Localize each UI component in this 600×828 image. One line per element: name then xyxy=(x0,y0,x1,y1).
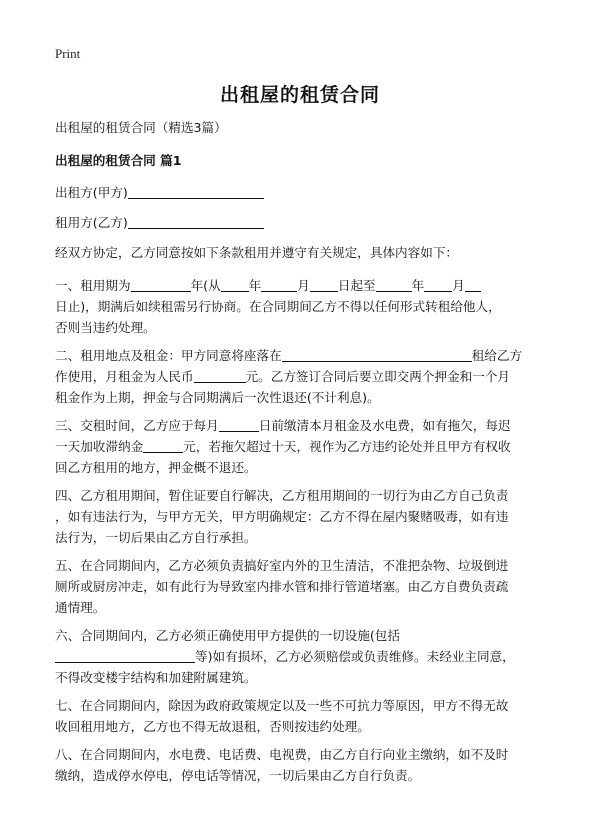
clause-7-line-1: 七、在合同期间内，除因为政府政策规定以及一些不可抗力等原因，甲方不得无故 xyxy=(55,698,509,713)
intro-paragraph: 经双方协定，乙方同意按如下条款租用并遵守有关规定，具体内容如下： xyxy=(55,245,458,260)
clause-5-line-3: 通情理。 xyxy=(55,600,106,615)
blank xyxy=(261,278,297,292)
clause-3-text: 一天加收滞纳金 xyxy=(55,439,144,454)
blank xyxy=(131,278,191,292)
party-a-line xyxy=(55,182,555,203)
party-b-line xyxy=(55,212,555,233)
clause-4-line-3: 法行为，一切后果由乙方自行承担。 xyxy=(55,530,257,545)
clause-3-text: 元，若拖欠超过十天，视作为乙方违约论处并且甲方有权收 xyxy=(183,439,511,454)
clause-1-text: 日起至 xyxy=(337,278,376,293)
clause-2-line-2 xyxy=(55,366,555,387)
clause-3-line-3: 回乙方租用的地方，押金概不退还。 xyxy=(55,460,257,475)
blank xyxy=(221,278,249,292)
document-subtitle: 出租屋的租赁合同（精选3篇） xyxy=(55,120,227,135)
page-title: 出租屋的租赁合同 xyxy=(219,84,380,106)
section-heading: 出租屋的租赁合同 篇1 xyxy=(55,153,182,168)
clause-2-line-3: 租金作为上期，押金与合同期满后一次性退还(不计利息)。 xyxy=(55,390,380,405)
print-link[interactable]: Print xyxy=(55,46,81,61)
blank xyxy=(55,649,195,663)
blank xyxy=(465,278,481,292)
clause-6-line-3: 不得改变楼宇结构和加建附属建筑。 xyxy=(55,670,257,685)
clause-6-text: 等)如有损坏，乙方必须赔偿或负责维修。未经业主同意， xyxy=(195,649,515,664)
clause-3-line-2 xyxy=(55,436,555,457)
clause-2-text: 作使用，月租金为人民币 xyxy=(55,369,194,384)
clause-1-line-3: 否则当违约处理。 xyxy=(55,320,156,335)
party-b-blank xyxy=(128,215,264,229)
blank xyxy=(376,278,412,292)
clause-6-line-2 xyxy=(55,646,555,667)
clause-5-line-1: 五、在合同期间内，乙方必须负责搞好室内外的卫生清洁，不准把杂物、垃圾倒进 xyxy=(55,558,509,573)
clause-2-text: 元。乙方签订合同后要立即交两个押金和一个月 xyxy=(245,369,510,384)
blank xyxy=(194,369,246,383)
clause-4-line-2: ，如有违法行为，与甲方无关，甲方明确规定：乙方不得在屋内聚赌吸毒，如有违 xyxy=(55,509,509,524)
party-b-label: 租用方(乙方) xyxy=(55,215,128,230)
clause-7-line-2: 收回租用地方，乙方也不得无故退租，否则按违约处理。 xyxy=(55,719,370,734)
clause-8-line-2: 缴纳，造成停水停电，停电话等情况，一切后果由乙方自行负责。 xyxy=(55,768,421,783)
clause-2-text: 二、租用地点及租金：甲方同意将座落在 xyxy=(55,348,282,363)
clause-1-text: 月 xyxy=(297,278,310,293)
clause-3-line-1 xyxy=(55,415,555,436)
clause-2-line-1 xyxy=(55,345,555,366)
blank xyxy=(310,278,338,292)
blank xyxy=(282,348,472,362)
clause-1-line-2: 日止)，期满后如续租需另行协商。在合同期间乙方不得以任何形式转租给他人， xyxy=(55,299,501,314)
clause-5-line-2: 厕所或厨房冲走，如有此行为导致室内排水管和排行管道堵塞。由乙方自费负责疏 xyxy=(55,579,509,594)
blank xyxy=(143,439,183,453)
party-a-label: 出租方(甲方) xyxy=(55,185,128,200)
clause-1-text: 一、租用期为 xyxy=(55,278,131,293)
clause-8-line-1: 八、在合同期间内，水电费、电话费、电视费，由乙方自行向业主缴纳，如不及时 xyxy=(55,747,509,762)
clause-3-text: 三、交租时间，乙方应于每月 xyxy=(55,418,219,433)
clause-1-text: 年(从 xyxy=(190,278,221,293)
clause-1-line-1 xyxy=(55,275,555,296)
party-a-blank xyxy=(128,185,264,199)
blank xyxy=(219,418,259,432)
clause-1-text: 年 xyxy=(248,278,262,293)
clause-3-text: 日前缴清本月租金及水电费，如有拖欠，每迟 xyxy=(258,418,511,433)
clause-4-line-1: 四、乙方租用期间，暂住证要自行解决，乙方租用期间的一切行为由乙方自己负责 xyxy=(55,488,509,503)
clause-1-text: 月 xyxy=(452,278,465,293)
clause-2-text: 租给乙方 xyxy=(471,348,523,363)
clause-1-text: 年 xyxy=(411,278,425,293)
blank xyxy=(424,278,452,292)
clause-6-line-1: 六、合同期间内，乙方必须正确使用甲方提供的一切设施(包括 xyxy=(55,628,400,643)
